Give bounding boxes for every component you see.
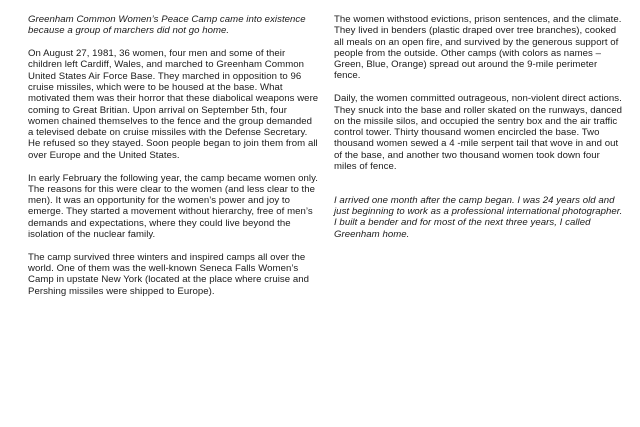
left-column	[28, 14, 320, 309]
right-column	[334, 14, 624, 252]
paragraph-withstood: The women withstood evictions, prison sentences, and the climate. They lived in benders (plastic draped over tree branches), cooked all meals on an open fire, and survived by the generous support of people from the outside. Other camps (with colors as names – Green, Blue, Orange) spread out around the 9-mile perimeter fence.	[334, 14, 622, 82]
intro-paragraph: Greenham Common Women’s Peace Camp came into existence because a group of marchers did not go home.	[28, 14, 306, 37]
paragraph-inspired-camps: The camp survived three winters and inspired camps all over the world. One of them was the well-known Seneca Falls Women’s Camp in upstate New York (located at the place where cruise and Pershing missiles were shipped to Europe).	[28, 251, 309, 297]
paragraph-women-only: In early February the following year, the camp became women only. The reasons for this were clear to the women (and less clear to the men). It was an opportunity for the women’s power and joy to emerge. They started a movement without hierarchy, free of men’s demands and expectations, where they could live beyond the isolation of the nuclear family.	[28, 172, 318, 241]
paragraph-march: On August 27, 1981, 36 women, four men and some of their children left Cardiff, Wales, and marched to Greenham Common United States Air Force Base. They marched in opposition to 96 cruise missiles, which were to be housed at the base. What motivated them was their horror that these diabolical weapons were coming to Great Britian. Upon arrival on September 5th, four women chained themselves to the fence and the group demanded a televised debate on cruise missiles with the Defense Secretary. He refused so they stayed. Soon people began to join them from all over Europe and the United States.	[28, 48, 319, 161]
paragraph-direct-actions: Daily, the women committed outrageous, non-violent direct actions. They snuck into the base and roller skated on the runways, danced on the missile silos, and occupied the sentry box and the air traffic control tower. Thirty thousand women encircled the base. Two thousand women sewed a 4 -mile serpent tail that wove in and out of the base, and another two thousand women took down four miles of fence.	[334, 93, 623, 173]
paragraph-spacer	[334, 184, 624, 195]
closing-paragraph: I arrived one month after the camp began. I was 24 years old and just beginning to work as a professional international photographer. I built a bender and for most of the next three years, I called Greenham home.	[334, 194, 623, 240]
